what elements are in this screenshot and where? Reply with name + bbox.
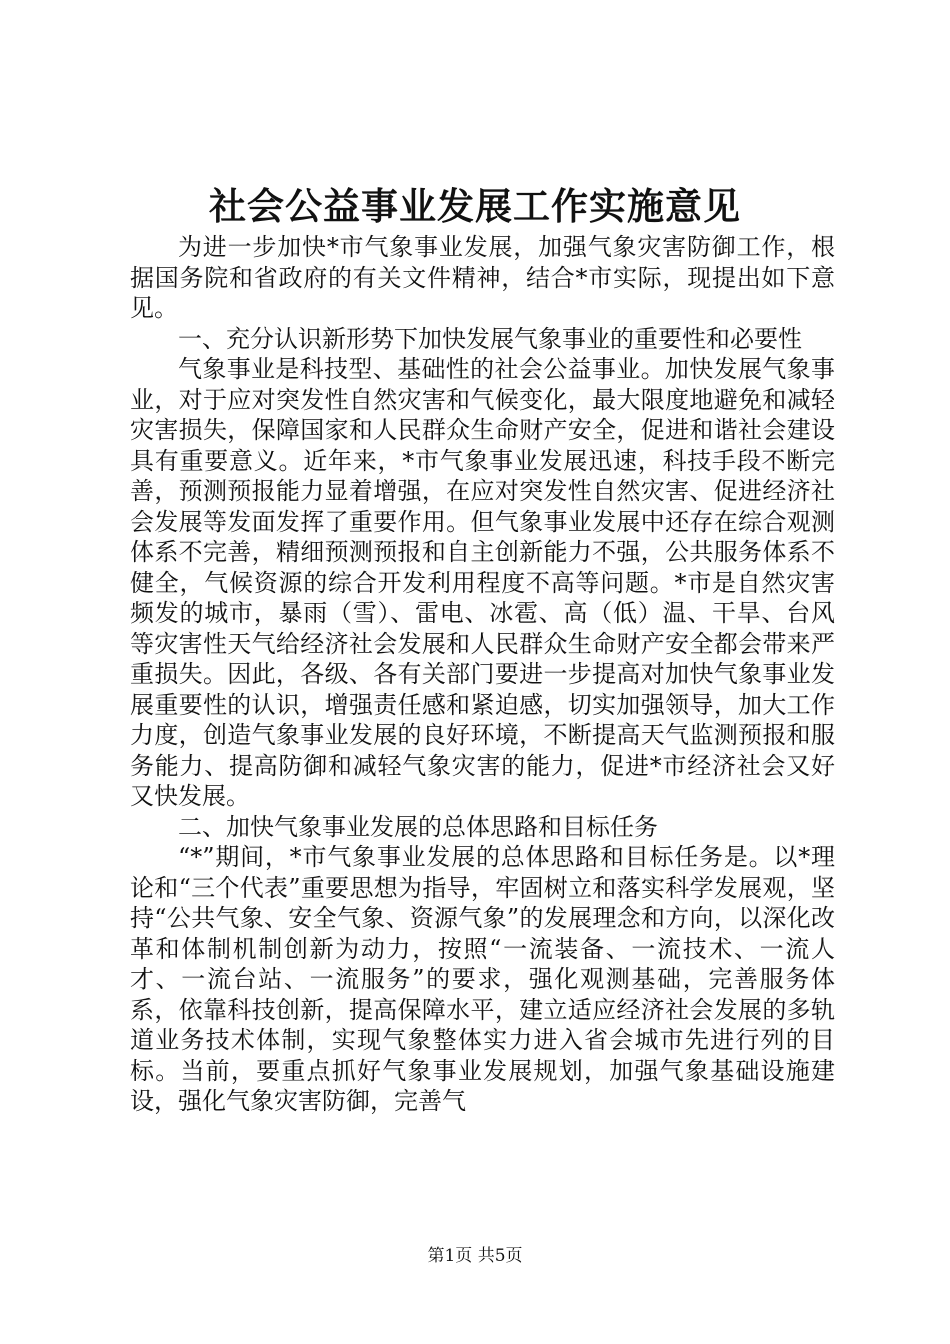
section-heading-2: 二、加快气象事业发展的总体思路和目标任务 xyxy=(178,812,658,841)
section-1-paragraph: 气象事业是科技型、基础性的社会公益事业。加快发展气象事业，对于应对突发性自然灾害和气候变化，最大限度地避免和减轻灾害损失，保障国家和人民群众生命财产安全，促进和谐社会建设具有重要意义。近年来，*市气象事业发展迅速，科技手段不断完善，预测预报能力显着增强，在应对突发性自然灾害、促进经济社会发展等发面发挥了重要作用。但气象事业发展中还存在综合观测体系不完善，精细预测预报和自主创新能力不强，公共服务体系不健全，气候资源的综合开发利用程度不高等问题。*市是自然灾害频发的城市，暴雨（雪）、雷电、冰雹、高（低）温、干旱、台风等灾害性天气给经济社会发展和人民群众生命财产安全都会带来严重损失。因此，各级、各有关部门要进一步提高对加快气象事业发展重要性的认识，增强责任感和紧迫感，切实加强领导，加大工作力度，创造气象事业发展的良好环境，不断提高天气监测预报和服务能力、提高防御和减轻气象灾害的能力，促进*市经济社会又好又快发展。 xyxy=(130,355,835,810)
page-number-footer: 第1页 共5页 xyxy=(427,1246,523,1266)
section-heading-1: 一、充分认识新形势下加快发展气象事业的重要性和必要性 xyxy=(178,324,802,353)
intro-paragraph: 为进一步加快*市气象事业发展，加强气象灾害防御工作，根据国务院和省政府的有关文件精神，结合*市实际，现提出如下意见。 xyxy=(130,233,835,322)
section-2-paragraph: “*”期间，*市气象事业发展的总体思路和目标任务是。以*理论和“三个代表”重要思想为指导，牢固树立和落实科学发展观，坚持“公共气象、安全气象、资源气象”的发展理念和方向，以深化改革和体制机制创新为动力，按照“一流装备、一流技术、一流人才、一流台站、一流服务”的要求，强化观测基础，完善服务体系，依靠科技创新，提高保障水平，建立适应经济社会发展的多轨道业务技术体制，实现气象整体实力进入省会城市先进行列的目标。当前，要重点抓好气象事业发展规划，加强气象基础设施建设，强化气象灾害防御，完善气 xyxy=(130,843,835,1115)
document-body xyxy=(130,232,835,1117)
document-title: 社会公益事业发展工作实施意见 xyxy=(209,184,741,228)
